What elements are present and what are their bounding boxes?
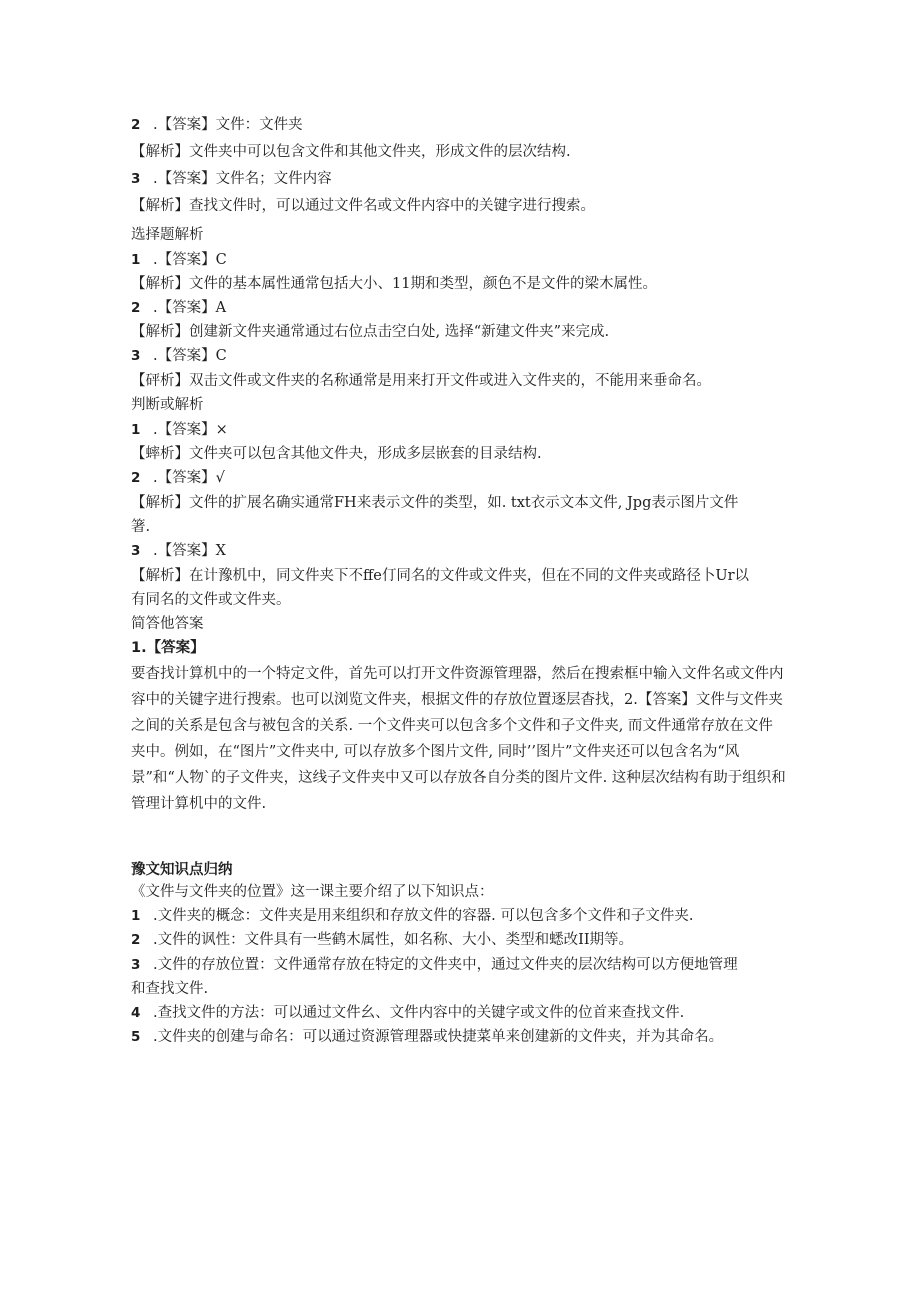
- judge-explanation-3-cont: 有同名的文件或文件夹。: [131, 592, 291, 608]
- fill-answer-2: 2 .【答案】文件：文件夹: [131, 117, 303, 133]
- judge-answer-1: 1 .【答案】×: [131, 422, 228, 438]
- knowledge-item-3: 3 .文件的存放位置：文件通常存放在特定的文件夹中，通过文件夹的层次结构可以方便地管理: [131, 957, 738, 973]
- choice-answer-2: 2 .【答案】A: [131, 300, 227, 316]
- choice-heading: 选择题解析: [131, 227, 204, 243]
- choice-explanation-2: 【解析】创建新文件夹通常通过右位点击空白处, 选择“新建文件夹”来完成.: [131, 324, 610, 340]
- short-answer-paragraph: 要杳找计算机中的一个特定文件，首先可以打开文件资源管理器，然后在搜索框中输入文件名或文件内容中的关键字进行搜索。也可以浏览文件夹，根据文件的存放位置逐层杳找，2.【答案】文件与文件夹之间的关系是包含与被包含的关系. 一个文件夹可以包含多个文件和子文件夹, 而文件通常存放在文件夹中。例如，在“图片”文件夹中, 可以存放多个图片文件, 同时’’图片”文件夹还可以包含名为“风景”和“人物`的子文件夹，这线子文件夹中又可以存放各自分类的图片文件. 这种层次结构有助于组织和管理计算机中的文件.: [131, 666, 786, 812]
- knowledge-item-3-cont: 和查找文件.: [131, 981, 209, 997]
- knowledge-heading: 豫文知识点归纳: [131, 862, 233, 878]
- knowledge-item-4: 4 .查找文件的方法：可以通过文件幺、文件内容中的关键字或文件的位首来查找文件.: [131, 1005, 685, 1021]
- judge-explanation-2-cont: 箸.: [131, 519, 151, 535]
- choice-answer-1: 1 .【答案】C: [131, 252, 227, 268]
- fill-explanation-2: 【解析】文件夹中可以包含文件和其他文件夹，形成文件的层次结构.: [131, 144, 571, 160]
- judge-heading: 判断或解析: [131, 397, 204, 413]
- judge-answer-3: 3 .【答案】X: [131, 543, 226, 559]
- choice-answer-3: 3 .【答案】C: [131, 348, 227, 364]
- judge-answer-2: 2 .【答案】√: [131, 470, 225, 486]
- choice-explanation-1: 【解析】文件的基本属性通常包括大小、11期和类型，颜色不是文件的梁木属性。: [131, 276, 657, 292]
- knowledge-item-1: 1 .文件夹的概念：文件夹是用来组织和存放文件的容器. 可以包含多个文件和子文件夹.: [131, 908, 694, 924]
- knowledge-item-2: 2 .文件的讽性：文件具有一些鹤木属性，如名称、大小、类型和蟋改II期等。: [131, 932, 634, 948]
- choice-explanation-3: 【砰析】双击文件或文件夹的名称通常是用来打开文件或进入文件夹的，不能用来垂命名。: [131, 373, 711, 389]
- judge-explanation-3: 【解析】在计豫机中，同文件夹下不ffe仃同名的文件或文件夹，但在不同的文件夹或路径卜Ur以: [131, 568, 750, 584]
- knowledge-intro: 《文件与文件夹的位置》这一课主要介绍了以下知识点：: [131, 884, 494, 900]
- short-heading: 简答他答案: [131, 616, 204, 632]
- short-answer-label: 1.【答案】: [131, 640, 205, 656]
- judge-explanation-2: 【解析】文件的扩展名确实通常FH来表示文件的类型，如. txt衣示文本文件, Jpg表示图片文件: [131, 495, 739, 511]
- knowledge-item-5: 5 .文件夹的创建与命名：可以通过资源管理器或快捷菜单来创建新的文件夹，并为其命名。: [131, 1029, 724, 1045]
- fill-answer-3: 3 .【答案】文件名；文件内容: [131, 171, 332, 187]
- judge-explanation-1: 【蟀析】文件夹可以包含其他文件夬，形成多层嵌套的目录结构.: [131, 446, 542, 462]
- fill-explanation-3: 【解析】查找文件时，可以通过文件名或文件内容中的关键字进行搜索。: [131, 198, 595, 214]
